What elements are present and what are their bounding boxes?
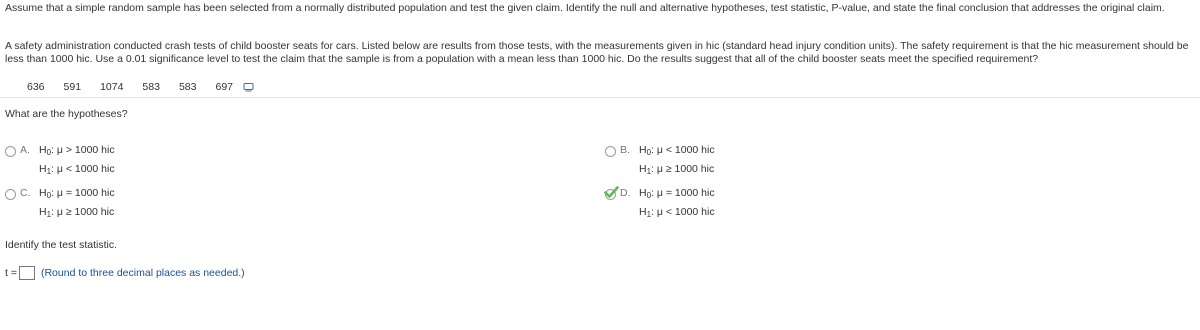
null-hypothesis: $H_0$: μ = 1000 hic	[639, 187, 715, 200]
test-statistic-question: Identify the test statistic.	[5, 239, 118, 251]
data-values-row	[27, 80, 254, 94]
option-letter: B.	[620, 144, 630, 156]
alternative-hypothesis: $H_1$: μ < 1000 hic	[639, 206, 715, 219]
data-value: 636	[27, 81, 45, 93]
data-value: 583	[142, 81, 160, 93]
alternative-hypothesis: $H_1$: μ ≥ 1000 hic	[639, 163, 715, 176]
answer-row	[5, 265, 245, 281]
radio-button[interactable]	[5, 146, 16, 157]
instructions-text: Assume that a simple random sample has been selected from a normally distributed population and test the given claim. Identify the null and alternative hypotheses, test statistic, P-value, and state the final conclusion that addresses the original claim.	[5, 2, 1165, 14]
null-hypothesis: $H_0$: μ > 1000 hic	[39, 144, 115, 157]
test-statistic-input[interactable]	[19, 266, 35, 280]
hypotheses-question: What are the hypotheses?	[5, 108, 128, 120]
rounding-hint: (Round to three decimal places as needed.)	[40, 267, 245, 279]
data-value: 697	[215, 81, 234, 93]
option-letter: C.	[20, 187, 31, 199]
copy-data-icon[interactable]	[243, 82, 254, 92]
checkmark-icon	[604, 186, 619, 199]
option-letter: A.	[20, 144, 30, 156]
data-value: 1074	[100, 81, 124, 93]
null-hypothesis: $H_0$: μ = 1000 hic	[39, 187, 115, 200]
null-hypothesis: $H_0$: μ < 1000 hic	[639, 144, 715, 157]
problem-statement: A safety administration conducted crash tests of child booster seats for cars. Listed below are results from those tests, with the measurements given in hic (standard head injury condition units). The safety requirement is that the hic measurement should be less than 1000 hic. Use a 0.01 significance level to test the claim that the sample is from a population with a mean less than 1000 hic. Do the results suggest that all of the child booster seats meet the specified requirement?	[5, 40, 1189, 65]
option-letter: D.	[620, 187, 631, 199]
data-value: 591	[63, 81, 82, 93]
radio-button[interactable]	[605, 146, 616, 157]
section-divider	[0, 97, 1200, 98]
data-value: 583	[178, 81, 197, 93]
alternative-hypothesis: $H_1$: μ ≥ 1000 hic	[39, 206, 115, 219]
answer-prefix: t =	[5, 267, 17, 279]
radio-button[interactable]	[5, 189, 16, 200]
alternative-hypothesis: $H_1$: μ < 1000 hic	[39, 163, 115, 176]
